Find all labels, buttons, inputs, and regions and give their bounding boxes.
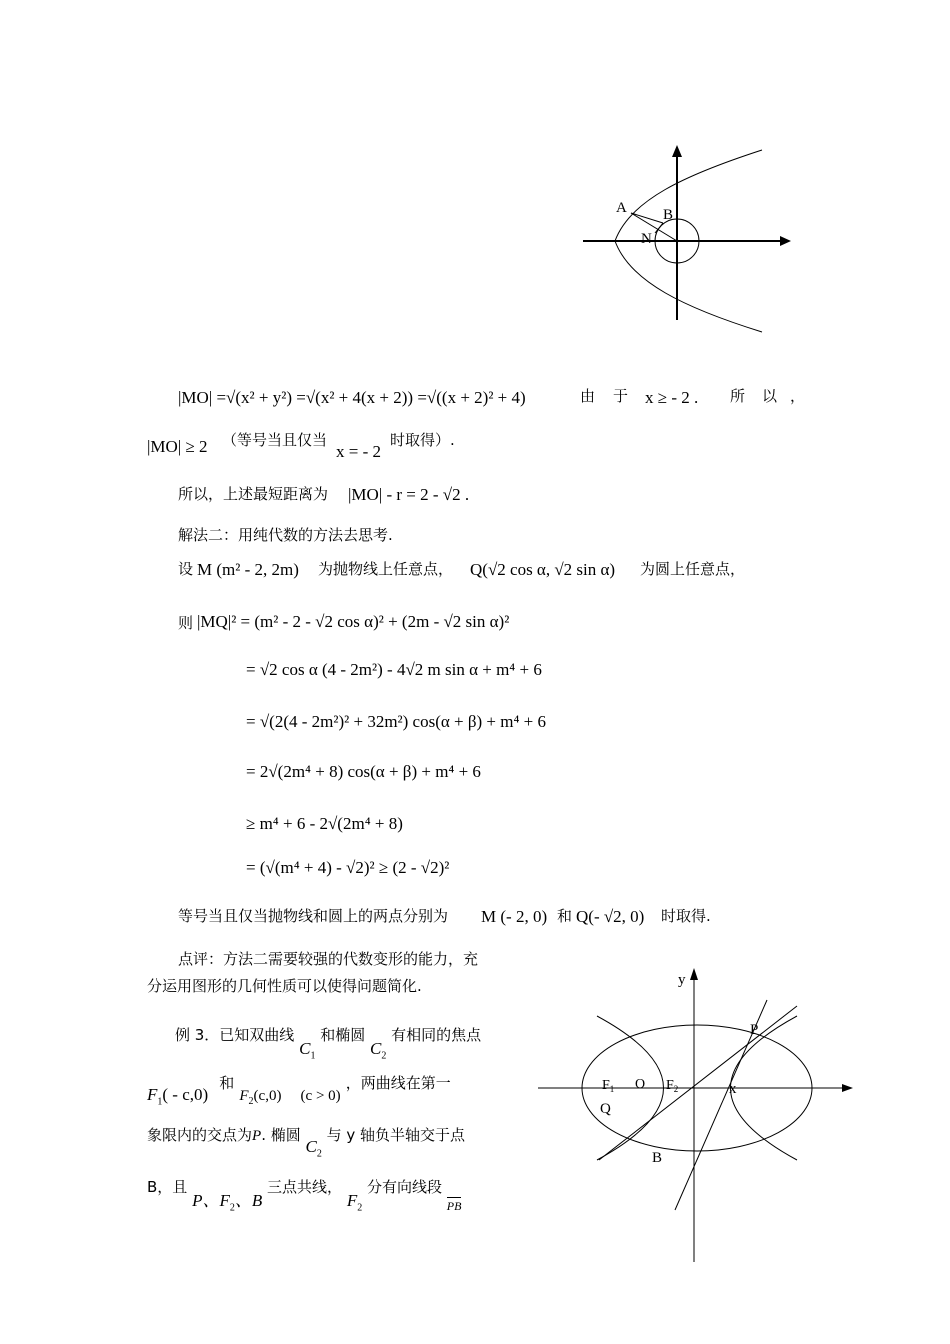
text-yu: 于 — [613, 387, 629, 405]
c2-sub: 2 — [381, 1050, 387, 1062]
text-circle-point: 为圆上任意点， — [640, 560, 746, 578]
label-x: x — [729, 1081, 737, 1097]
label-f1: $F_1$ — [602, 1078, 615, 1094]
mo-abs: |MO| — [178, 388, 213, 407]
label-f2: $F_2$ — [666, 1078, 679, 1094]
derivation-line-1: |MQ|² = (m² - 2 - √2 cos α)² + (2m - √2 sin α)² — [197, 612, 510, 631]
example3-line-1 — [175, 1024, 482, 1062]
derivation-line-6: = (√(m⁴ + 4) - √2)² ≥ (2 - √2)² — [246, 858, 450, 877]
point-m-value: M (- 2, 0) — [481, 907, 548, 926]
note-end: 时取得）. — [390, 431, 455, 449]
formula-mo-distance — [178, 388, 526, 408]
text-y-axis-intersect: 与 y 轴负半轴交于点 — [326, 1126, 466, 1144]
x-axis-arrow — [842, 1084, 853, 1092]
y-axis-arrow — [672, 145, 682, 157]
c2-sub-2: 2 — [316, 1148, 322, 1160]
text-suo: 所 — [730, 387, 746, 405]
label-y: y — [678, 972, 686, 988]
mo-eq1: =√(x² + y²) — [216, 388, 292, 407]
f2-sub-2: 2 — [357, 1202, 363, 1214]
derivation-line-5: ≥ m⁴ + 6 - 2√(2m⁴ + 8) — [246, 814, 403, 833]
text-you: 由 — [580, 387, 596, 405]
c2-symbol-2: C — [305, 1137, 317, 1156]
comment-line-1: 点评：方法二需要较强的代数变形的能力，充 — [178, 950, 479, 968]
c2-symbol: C — [370, 1039, 382, 1058]
f2-arg: (c,0) — [253, 1088, 282, 1104]
cond-x: x ≥ - 2 . — [645, 388, 699, 407]
derivation-line-4: = 2√(2m⁴ + 8) cos(α + β) + m⁴ + 6 — [246, 762, 481, 781]
c1-sub: 1 — [310, 1050, 316, 1062]
text-yi: 以 — [762, 387, 778, 405]
shortest-distance-expr: |MO| - r = 2 - √2 . — [348, 485, 470, 504]
text-comma: ， — [790, 387, 806, 405]
ex3-intro: 例 3．已知双曲线 — [175, 1026, 295, 1044]
y-axis-arrow — [690, 968, 698, 980]
derivation-line-3: = √(2(4 - 2m²)² + 32m²) cos(α + β) + m⁴ + 6 — [246, 712, 546, 731]
method-two-heading: 解法二：用纯代数的方法去思考. — [178, 526, 393, 544]
label-p: P — [750, 1022, 759, 1038]
text-collinear: 三点共线， — [267, 1178, 343, 1196]
text-obtained: 时取得. — [661, 907, 711, 925]
text-first-quadrant: 象限内的交点为 — [147, 1126, 253, 1144]
example3-line-2 — [147, 1072, 451, 1108]
segment-ab — [631, 213, 663, 223]
point-q-param: Q(√2 cos α, √2 sin α) — [470, 560, 616, 579]
example3-line-4 — [147, 1172, 462, 1214]
note-equality: （等号当且仅当 — [222, 431, 328, 449]
f2-symbol: F — [239, 1088, 249, 1104]
example3-line-3 — [147, 1124, 466, 1160]
mo-ge-2: |MO| ≥ 2 — [147, 437, 208, 456]
text-he-2: 和 — [219, 1074, 235, 1092]
x-eq-minus2: x = - 2 — [336, 442, 381, 461]
ex3-same-foci: 有相同的焦点 — [391, 1026, 482, 1044]
parabola-circle-figure — [575, 140, 800, 340]
comment-line-2: 分运用图形的几何性质可以使得问题简化. — [147, 977, 422, 995]
text-she: 设 — [178, 560, 194, 578]
ex3-and-ellipse: 和椭圆 — [320, 1026, 366, 1044]
mo-eq3: =√((x + 2)² + 4) — [417, 388, 526, 407]
pf2b-sub: 2 — [229, 1202, 235, 1214]
x-axis-arrow — [780, 236, 791, 246]
derivation-line-2: = √2 cos α (4 - 2m²) - 4√2 m sin α + m⁴ + 6 — [246, 660, 542, 679]
label-n: N — [641, 231, 652, 247]
f2-symbol-2: F — [346, 1191, 358, 1210]
p-symbol: P — [252, 1128, 262, 1144]
vector-pb: PB — [446, 1199, 462, 1213]
c-positive: (c > 0) — [300, 1088, 341, 1104]
asymptote-line — [599, 1006, 797, 1160]
pf2b-p: P、F — [192, 1191, 230, 1210]
ellipse-hyperbola-figure — [535, 960, 860, 1265]
c1-symbol: C — [299, 1039, 311, 1058]
f1-symbol: F — [147, 1085, 158, 1104]
mo-eq2: =√(x² + 4(x + 2)) — [296, 388, 414, 407]
label-a: A — [616, 200, 627, 216]
text-b-and: B，且 — [147, 1178, 188, 1196]
label-b: B — [652, 1150, 663, 1166]
point-q-value: Q(- √2, 0) — [576, 907, 645, 926]
label-q: Q — [600, 1101, 611, 1117]
text-ze: 则 — [178, 614, 194, 632]
text-ellipse: . 椭圆 — [261, 1126, 301, 1144]
f2-sub: 2 — [248, 1096, 254, 1107]
f1-sub: 1 — [157, 1096, 163, 1108]
pf2b-b: 、B — [234, 1191, 263, 1210]
shortest-distance-text: 所以，上述最短距离为 — [178, 485, 329, 503]
text-parabola-point: 为抛物线上任意点， — [318, 560, 454, 578]
f1-arg: ( - c,0) — [162, 1085, 209, 1104]
point-m-param: M (m² - 2, 2m) — [197, 560, 299, 579]
label-b: B — [663, 207, 674, 223]
text-divides: 分有向线段 — [367, 1178, 443, 1196]
text-two-curves: ，两曲线在第一 — [345, 1074, 451, 1092]
equality-condition-text: 等号当且仅当抛物线和圆上的两点分别为 — [178, 907, 449, 925]
label-o: O — [635, 1077, 646, 1092]
text-he: 和 — [557, 907, 573, 925]
